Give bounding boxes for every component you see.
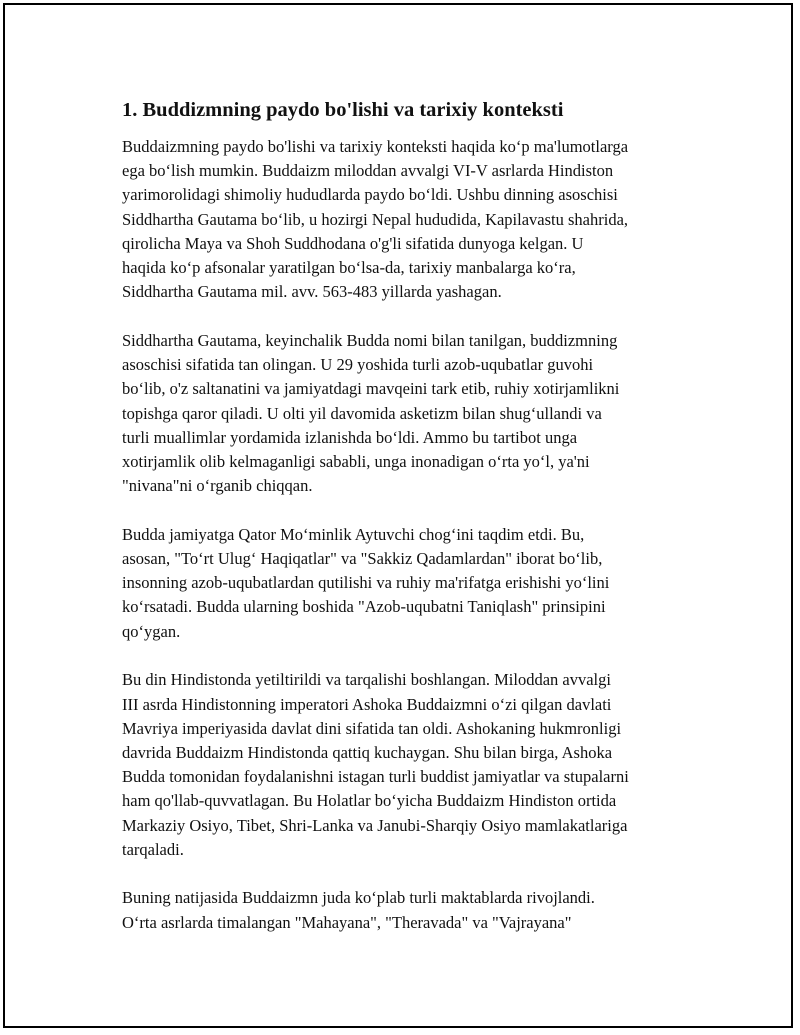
text-line: qirolicha Maya va Shoh Suddhodana o'g'li sifatida dunyoga kelgan. U [122,233,584,253]
text-line: insonning azob-uqubatlardan qutilishi va ruhiy ma'rifatga erishishi yoʻlini [122,573,610,593]
text-line: Buning natijasida Buddaizmn juda koʻplab turli maktablarda rivojlandi. [122,888,595,908]
text-line: Siddhartha Gautama mil. avv. 563-483 yillarda yashagan. [122,282,502,302]
text-line: davrida Buddaizm Hindistonda qattiq kuchaygan. Shu bilan birga, Ashoka [122,742,613,762]
text-line: Oʻrta asrlarda timalangan "Mahayana", "Theravada" va "Vajrayana" [122,912,572,932]
text-line: tarqaladi. [122,839,184,859]
text-line: Buddaizmning paydo bo'lishi va tarixiy konteksti haqida koʻp ma'lumotlarga [122,137,629,156]
text-line: Markaziy Osiyo, Tibet, Shri-Lanka va Janubi-Sharqiy Osiyo mamlakatlariga [122,815,628,835]
paragraph-2 [122,329,722,498]
text-line: yarimorolidagi shimoliy hududlarda paydo boʻldi. Ushbu dinning asoschisi [122,185,618,205]
text-line: topishga qaror qiladi. U olti yil davomida asketizm bilan shugʻullandi va [122,403,602,423]
text-line: III asrda Hindistonning imperatori Ashoka Buddaizmni oʻzi qilgan davlati [122,694,612,714]
text-line: Bu din Hindistonda yetiltirildi va tarqalishi boshlangan. Miloddan avvalgi [122,670,611,690]
text-line: Siddhartha Gautama boʻlib, u hozirgi Nepal hududida, Kapilavastu shahrida, [122,209,629,229]
paragraph-4 [122,668,722,862]
text-line: Budda tomonidan foydalanishni istagan turli buddist jamiyatlar va stupalarni [122,767,629,787]
text-line: "nivana"ni oʻrganib chiqqan. [122,476,313,496]
text-line: ham qo'llab-quvvatlagan. Bu Holatlar boʻyicha Buddaizm Hindiston ortida [122,791,617,811]
text-line: Budda jamiyatga Qator Moʻminlik Aytuvchi chogʻini taqdim etdi. Bu, [122,524,585,544]
paragraph-5 [122,886,722,934]
text-line: Mavriya imperiyasida davlat dini sifatida tan oldi. Ashokaning hukmronligi [122,718,622,738]
section-heading: 1. Buddizmning paydo bo'lishi va tarixiy konteksti [122,99,564,121]
text-line: koʻrsatadi. Budda ularning boshida "Azob-uqubatni Taniqlash" prinsipini [122,597,606,617]
text-line: asoschisi sifatida tan olingan. U 29 yoshida turli azob-uqubatlar guvohi [122,355,594,375]
text-line: turli muallimlar yordamida izlanishda boʻldi. Ammo bu tartibot unga [122,427,578,447]
text-line: qoʻygan. [122,621,181,641]
document-body [122,97,722,959]
text-line: boʻlib, o'z saltanatini va jamiyatdagi mavqeini tark etib, ruhiy xotirjamlikni [122,379,620,399]
text-line: Siddhartha Gautama, keyinchalik Budda nomi bilan tanilgan, buddizmning [122,330,618,350]
text-line: ega boʻlish mumkin. Buddaizm miloddan avvalgi VI-V asrlarda Hindiston [122,161,614,181]
page-frame [3,3,793,1028]
paragraph-3 [122,523,722,644]
text-line: asosan, "Toʻrt Ulugʻ Haqiqatlar" va "Sakkiz Qadamlardan" iborat boʻlib, [122,549,603,569]
paragraph-1 [122,135,722,304]
text-line: xotirjamlik olib kelmaganligi sababli, unga inonadigan oʻrta yoʻl, ya'ni [122,451,590,471]
text-line: haqida koʻp afsonalar yaratilgan boʻlsa-da, tarixiy manbalarga koʻra, [122,258,576,278]
